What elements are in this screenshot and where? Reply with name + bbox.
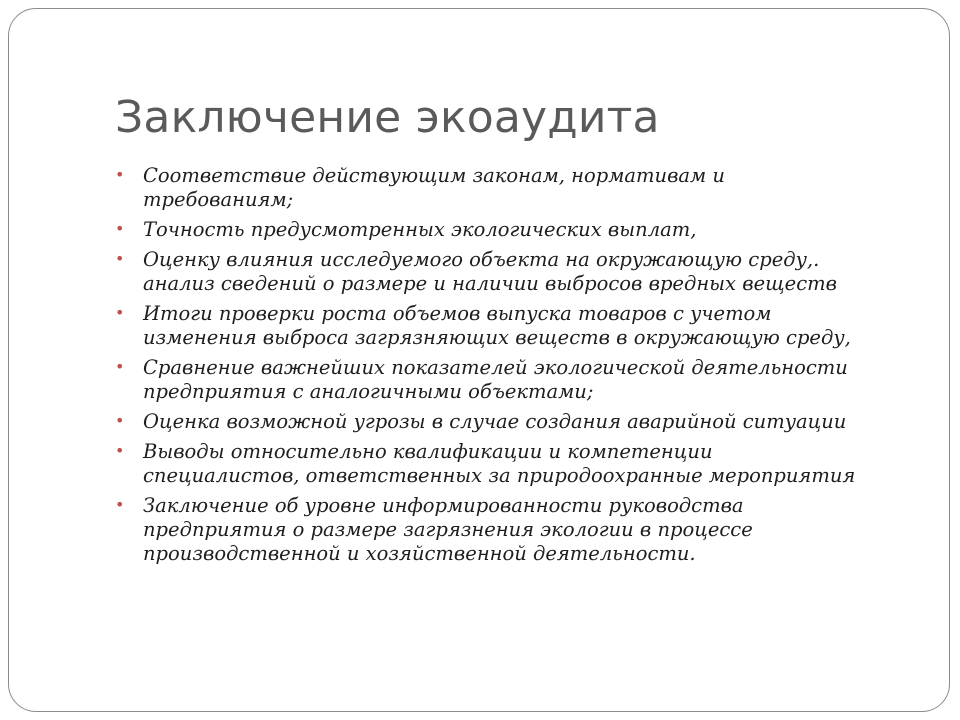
- bullet-list: [115, 164, 875, 572]
- bullet-dot-icon: •: [115, 249, 125, 268]
- bullet-text: Оценку влияния исследуемого объекта на окружающую среду,. анализ сведений о размере и наличии выбросов вредных веществ: [143, 248, 837, 295]
- bullet-dot-icon: •: [115, 495, 125, 514]
- bullet-item: [115, 302, 875, 350]
- slide-title: Заключение экоаудита: [115, 92, 660, 143]
- bullet-dot-icon: •: [115, 411, 125, 430]
- bullet-item: [115, 164, 875, 212]
- bullet-text: Итоги проверки роста объемов выпуска товаров с учетом изменения выброса загрязняющих веществ в окружающую среду,: [143, 302, 851, 349]
- bullet-text: Сравнение важнейших показателей экологической деятельности предприятия с аналогичными объектами;: [143, 356, 848, 403]
- bullet-dot-icon: •: [115, 219, 125, 238]
- bullet-text: Точность предусмотренных экологических выплат,: [143, 218, 697, 241]
- slide-frame: [8, 8, 950, 712]
- bullet-item: [115, 494, 875, 566]
- bullet-item: [115, 410, 875, 434]
- bullet-text: Выводы относительно квалификации и компетенции специалистов, ответственных за природоохранные мероприятия: [143, 440, 856, 487]
- bullet-dot-icon: •: [115, 303, 125, 322]
- bullet-dot-icon: •: [115, 357, 125, 376]
- bullet-item: [115, 218, 875, 242]
- bullet-item: [115, 440, 875, 488]
- bullet-dot-icon: •: [115, 441, 125, 460]
- bullet-item: [115, 356, 875, 404]
- bullet-text: Оценка возможной угрозы в случае создания аварийной ситуации: [143, 410, 847, 433]
- bullet-text: Соответствие действующим законам, нормативам и требованиям;: [143, 164, 725, 211]
- bullet-item: [115, 248, 875, 296]
- bullet-dot-icon: •: [115, 165, 125, 184]
- bullet-text: Заключение об уровне информированности руководства предприятия о размере загрязнения экологии в процессе производственной и хозяйственной деятельности.: [143, 494, 753, 565]
